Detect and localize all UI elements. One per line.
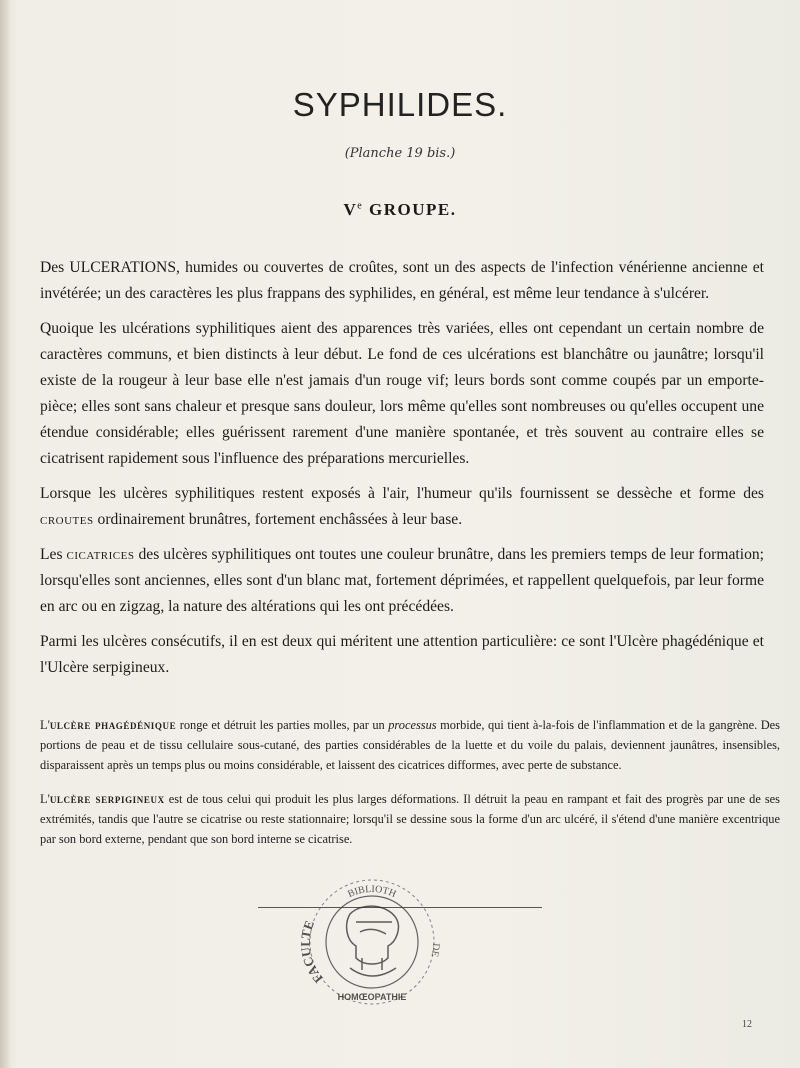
stamp-top-text: BIBLIOTH bbox=[346, 883, 398, 901]
paragraph-3-start: Lorsque les ulcères syphilitiques restent exposés à l'air, l'humeur qu'ils fournissent se dessèche et forme des bbox=[40, 485, 764, 502]
notes-section bbox=[40, 715, 780, 863]
paragraph-3 bbox=[40, 481, 764, 533]
paragraph-4 bbox=[40, 542, 764, 620]
paragraph-4-start: Les bbox=[40, 546, 67, 563]
svg-text:FACULTE bbox=[298, 918, 326, 986]
paragraph-3-end: ordinairement brunâtres, fortement enchâssées à leur base. bbox=[93, 511, 463, 528]
note-2-heading: ulcère serpigineux bbox=[49, 792, 165, 806]
paragraph-1: Des ULCERATIONS, humides ou couvertes de croûtes, sont un des aspects de l'infection vénérienne ancienne et invétérée; un des caractères les plus frappans des syphilides, en général, est même leur tendance à s'ulcérer. bbox=[40, 259, 764, 302]
term-croutes: croutes bbox=[40, 511, 94, 528]
note-1-italic: processus bbox=[388, 718, 437, 732]
paragraph-4-end: des ulcères syphilitiques ont toutes une couleur brunâtre, dans les premiers temps de leur formation; lorsqu'elles sont anciennes, elles sont d'un blanc mat, fortement déprimées, et rappellent quelquefois, par leur forme en arc ou en zigzag, la nature des altérations qui les ont précédées. bbox=[40, 546, 764, 615]
page-title: SYPHILIDES. bbox=[292, 86, 508, 123]
group-label: GROUPE. bbox=[369, 200, 457, 219]
note-2-lead: L' bbox=[40, 792, 50, 806]
note-2-text: est de tous celui qui produit les plus larges déformations. Il détruit la peau en rampant et fait des progrès par une de ses extrémités, tandis que l'autre se cicatrise ou reste stationnaire; lorsqu'il se dessine sous la forme d'un arc ulcéré, il s'étend d'une manière excentrique par son bord externe, pendant que son bord interne se cicatrise. bbox=[40, 792, 781, 846]
stamp-right-text: DE bbox=[428, 942, 442, 958]
stamp-bottom-text: HOMŒOPATHIE bbox=[337, 992, 407, 1002]
note-1-text-a: ronge et détruit les parties molles, par un bbox=[176, 718, 389, 732]
group-heading bbox=[0, 200, 800, 220]
term-cicatrices: cicatrices bbox=[66, 546, 135, 563]
stamp-emblem bbox=[347, 906, 399, 976]
group-number: V bbox=[343, 200, 358, 219]
note-serpigineux bbox=[40, 789, 780, 849]
paragraph-5: Parmi les ulcères consécutifs, il en est deux qui méritent une attention particulière: ce sont l'Ulcère phagédénique et l'Ulcère serpigineux. bbox=[40, 633, 764, 676]
main-text bbox=[40, 255, 764, 690]
svg-text:DE bbox=[429, 943, 442, 958]
library-stamp-icon bbox=[292, 862, 452, 1022]
paragraph-2: Quoique les ulcérations syphilitiques aient des apparences très variées, elles ont cependant un certain nombre de caractères communs, et bien distincts à leur début. Le fond de ces ulcérations est blanchâtre ou jaunâtre; lorsqu'il existe de la rougeur à leur base elle n'est jamais d'un rouge vif; leurs bords sont comme coupés par un emporte-pièce; elles sont sans chaleur et presque sans douleur, lors même qu'elles sont nombreuses ou qu'elles occupent une étendue considérable; elles guérissent rarement d'une manière spontanée, et très souvent au contraire elles se cicatrisent rapidement sous l'influence des préparations mercurielles. bbox=[40, 320, 764, 467]
stamp-left-text: FACULTE bbox=[297, 918, 326, 987]
plate-reference: (Planche 19 bis.) bbox=[344, 146, 456, 161]
group-superscript: e bbox=[357, 200, 364, 212]
note-phagedenique bbox=[40, 715, 780, 775]
svg-text:BIBLIOTH bbox=[346, 884, 397, 900]
page-number: 12 bbox=[742, 1019, 752, 1030]
note-1-lead: L' bbox=[40, 718, 50, 732]
note-1-text-b: morbide, qui tient à-la-fois de l'inflammation et de la gangrène. Des portions de peau et de tissu cellulaire sous-cutané, des parties considérables de la luette et du voile du palais, deviennent jaunâtres, insensibles, disparaissent après un temps plus ou moins considérable, et laissent des cicatrices difformes, avec perte de substance. bbox=[40, 718, 780, 772]
note-1-heading: ulcère phagédénique bbox=[49, 718, 177, 732]
